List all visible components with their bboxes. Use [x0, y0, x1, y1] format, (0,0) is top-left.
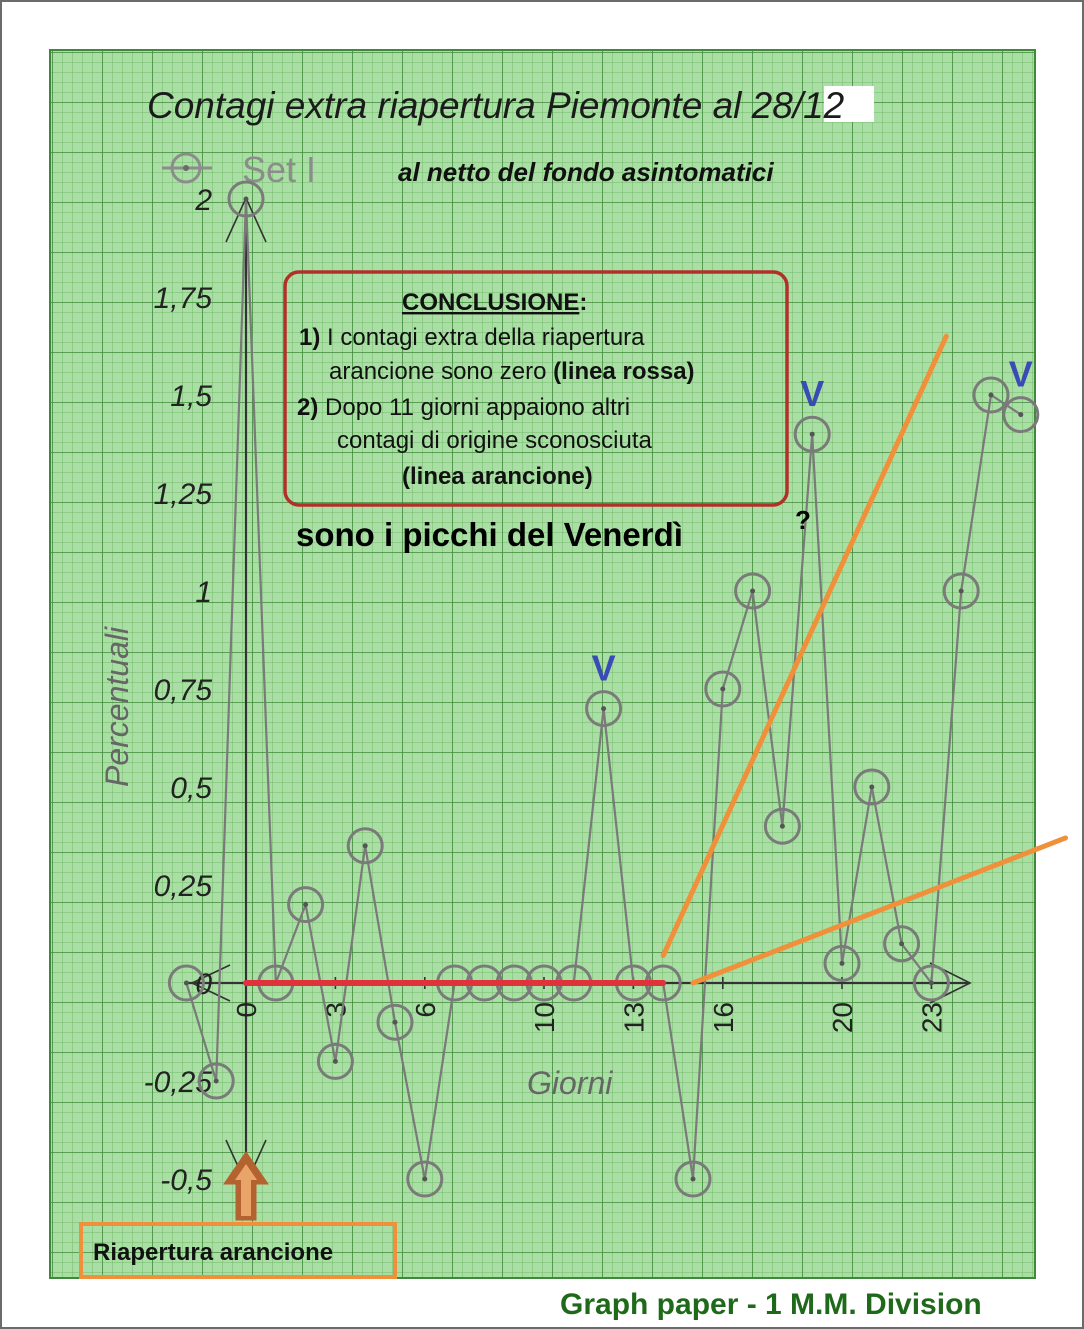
x-tick-label: 0: [231, 1002, 262, 1018]
x-tick-label: 10: [529, 1002, 560, 1034]
data-point-dot: [989, 393, 994, 398]
data-point-dot: [750, 589, 755, 594]
svg-text:1) I contagi extra della: [299, 324, 645, 351]
data-point-dot: [422, 1177, 427, 1182]
svg-text:2) Dopo 11 giorni appaio: [297, 394, 630, 421]
conclusion-item1-line2: arancione sono zero: [329, 358, 547, 385]
x-tick-label: 6: [409, 1002, 441, 1018]
conclusion-item2-bold: (linea arancione): [402, 463, 593, 490]
y-tick-label: -0,5: [160, 1164, 212, 1197]
data-point-dot: [691, 1177, 696, 1182]
conclusion-heading: CONCLUSIONE: [402, 289, 580, 316]
x-tick-label: 23: [916, 1002, 948, 1034]
data-point-dot: [214, 1079, 219, 1084]
x-tick-label: 20: [827, 1002, 858, 1034]
conclusion-heading-colon: :: [579, 289, 588, 316]
friday-marker: V: [800, 373, 825, 415]
question-text: sono i picchi del Venerdì: [296, 516, 683, 553]
x-axis-label: Giorni: [527, 1065, 613, 1101]
data-point-dot: [720, 687, 725, 692]
data-point-dot: [184, 981, 189, 986]
data-point-dot: [810, 432, 815, 437]
friday-marker: V: [1008, 353, 1033, 395]
chart-subtitle: al netto del fondo asintomatici: [398, 157, 774, 187]
data-point-dot: [244, 197, 249, 202]
conclusion-item1-line1: I contagi extra della riapertura: [327, 324, 645, 351]
chart: [2, 2, 1082, 1327]
y-tick-label: 1: [195, 576, 212, 609]
y-tick-label: 1,75: [153, 282, 212, 315]
chart-title: Contagi extra riapertura Piemonte al 28/12: [147, 85, 845, 126]
footer-text: Graph paper - 1 M.M. Division: [560, 1288, 982, 1321]
y-tick-label: 0,5: [170, 772, 212, 805]
y-tick-label: 0,25: [153, 870, 212, 903]
data-point-dot: [959, 589, 964, 594]
data-point-dot: [333, 1059, 338, 1064]
y-tick-label: 1,5: [170, 380, 212, 413]
data-point-dot: [780, 824, 785, 829]
data-point-dot: [303, 902, 308, 907]
data-point-dot: [840, 961, 845, 966]
data-point-dot: [929, 981, 934, 986]
y-tick-label: 0,75: [153, 674, 212, 707]
friday-marker: V: [591, 647, 616, 689]
x-tick-label: 13: [618, 1002, 650, 1034]
data-point-dot: [1018, 412, 1023, 417]
x-tick-label: 16: [707, 1002, 739, 1034]
reopening-callout-label: Riapertura arancione: [93, 1239, 334, 1266]
conclusion-item2-number: 2): [297, 394, 319, 421]
data-point-dot: [869, 785, 874, 790]
y-axis-label: Percentuali: [99, 626, 135, 787]
svg-text:arancione sono zero (lin: [329, 358, 695, 385]
y-tick-label: -0,25: [143, 1066, 212, 1099]
conclusion-item2-line2: contagi di origine sconosciuta: [337, 427, 652, 454]
y-tick-label: 0: [195, 968, 212, 1001]
svg-text:CONCLUSIONE:: [402, 289, 587, 316]
conclusion-item1-number: 1): [299, 324, 321, 351]
conclusion-item2-line1: Dopo 11 giorni appaiono altri: [325, 394, 631, 421]
conclusion-item1-bold: (linea rossa): [553, 358, 695, 385]
data-point-dot: [393, 1020, 398, 1025]
x-tick-label: 3: [320, 1002, 352, 1018]
data-point-dot: [899, 941, 904, 946]
legend-label: Set I: [242, 149, 317, 190]
chart-title-group: [147, 85, 874, 126]
y-tick-label: 1,25: [153, 478, 212, 511]
question-mark: ?: [795, 505, 811, 535]
data-point-dot: [363, 843, 368, 848]
data-point-dot: [601, 706, 606, 711]
y-tick-label: 2: [195, 184, 212, 217]
